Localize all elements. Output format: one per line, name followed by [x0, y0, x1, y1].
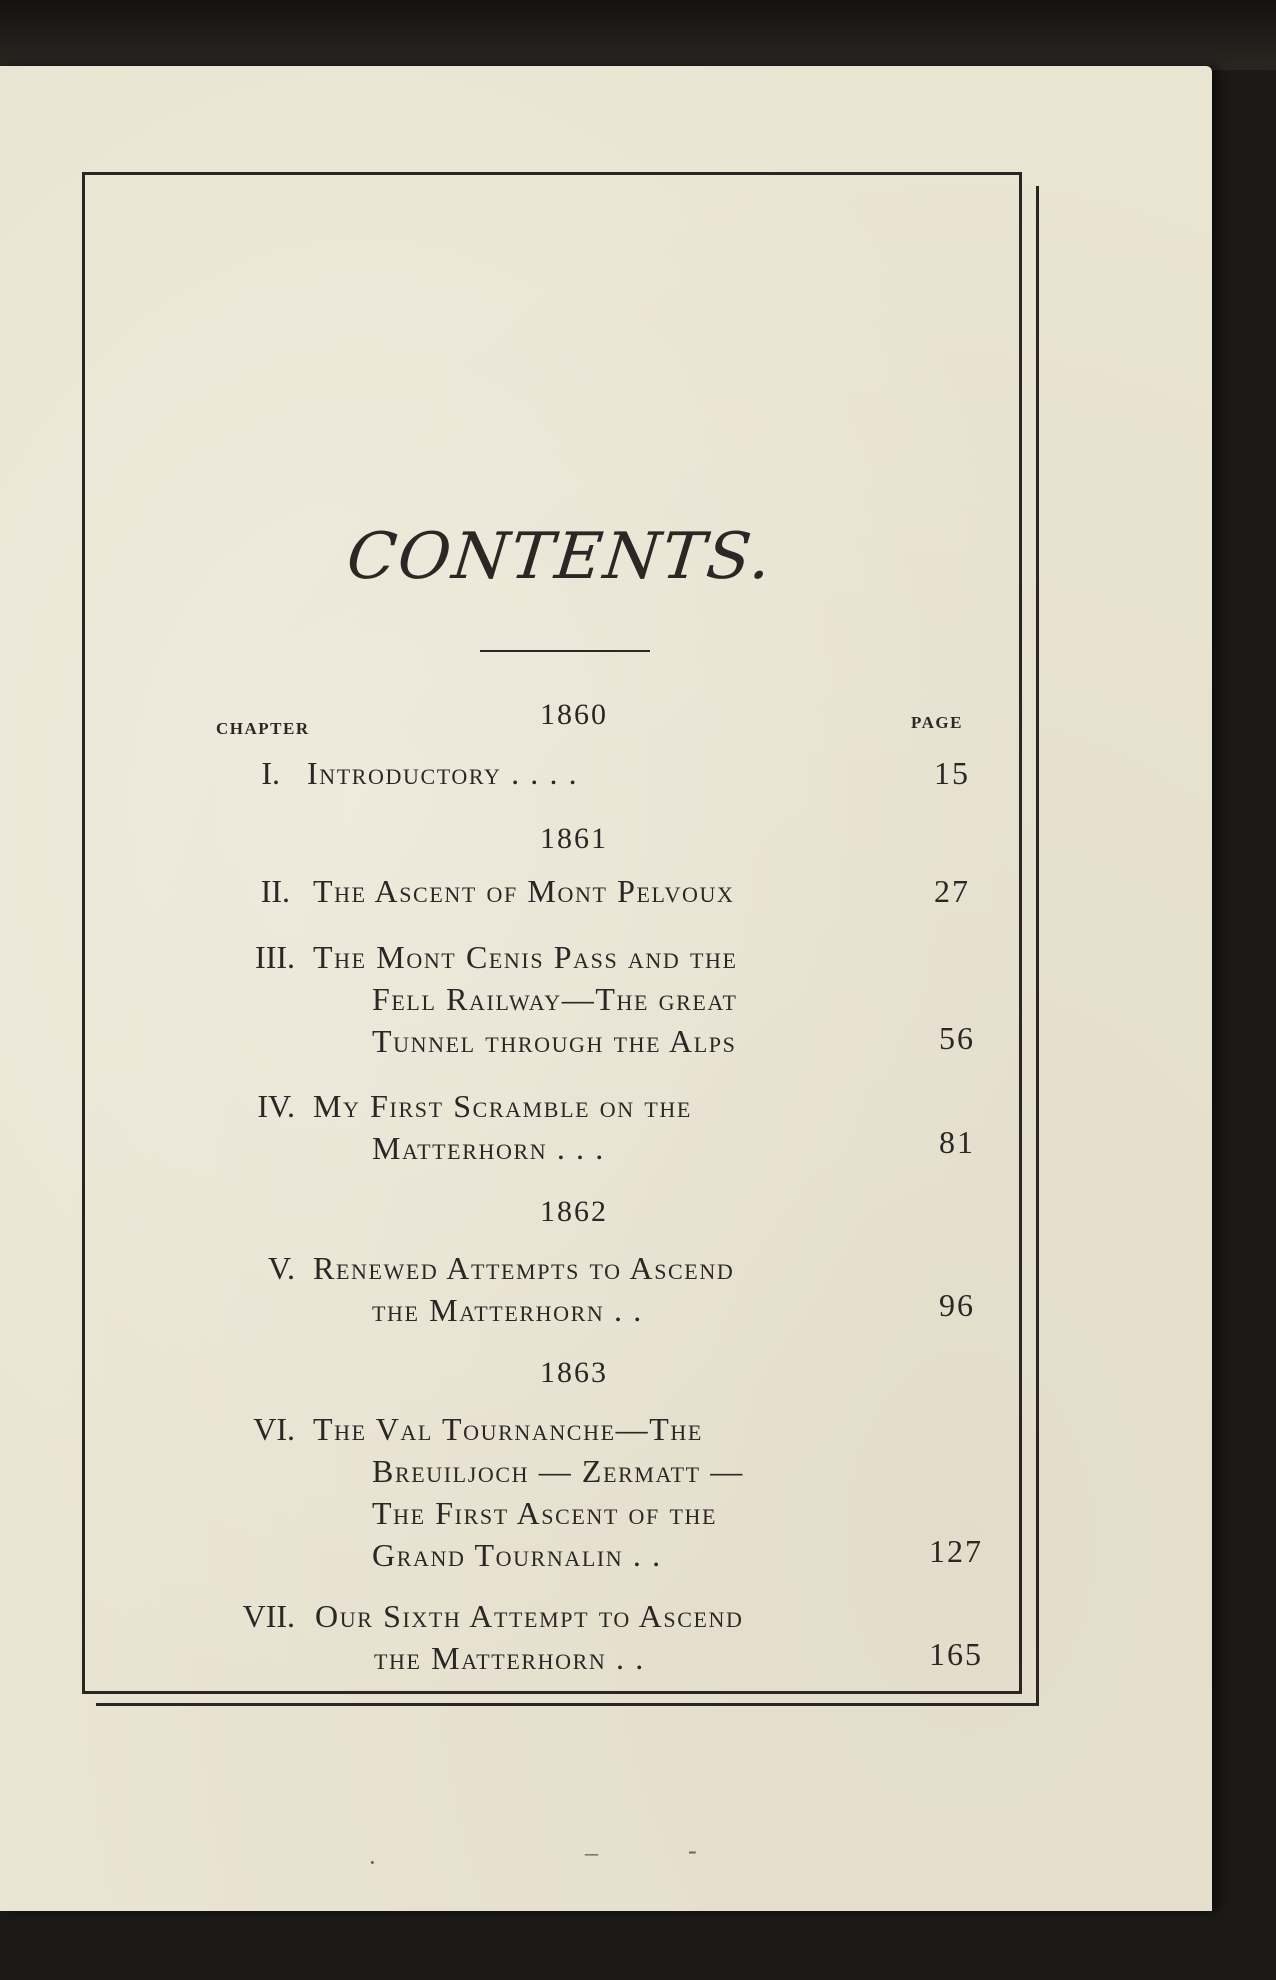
chapter-column-label: CHAPTER: [216, 719, 310, 738]
chapter-title-line: The Ascent of Mont Pelvoux: [313, 873, 735, 909]
chapter-page-number: 96: [939, 1287, 975, 1323]
chapter-title-line: The Mont Cenis Pass and the: [313, 939, 738, 975]
year-heading-1863: 1863: [540, 1356, 608, 1389]
chapter-title-line: The Val Tournanche—The: [313, 1411, 703, 1447]
year-heading-1860: 1860: [540, 698, 608, 731]
page-column-label: PAGE: [911, 713, 963, 732]
chapter-numeral: III.: [255, 939, 295, 975]
chapter-page-number: 81: [939, 1124, 975, 1160]
chapter-numeral: V.: [268, 1250, 295, 1286]
chapter-title-line: Tunnel through the Alps: [372, 1023, 737, 1059]
chapter-page-number: 15: [934, 755, 970, 791]
title-rule: [480, 650, 650, 652]
chapter-title-line: Fell Railway—The great: [372, 981, 738, 1017]
contents-title: CONTENTS.: [343, 520, 777, 594]
chapter-page-number: 127: [929, 1533, 983, 1569]
chapter-title-line: the Matterhorn . .: [374, 1640, 645, 1676]
paper-speck: ·: [368, 1848, 377, 1877]
chapter-page-number: 56: [939, 1020, 975, 1056]
chapter-page-number: 27: [934, 873, 970, 909]
year-heading-1861: 1861: [540, 822, 608, 855]
chapter-title-line: Renewed Attempts to Ascend: [313, 1250, 735, 1286]
paper-speck: –: [585, 1838, 598, 1867]
chapter-title-line: My First Scramble on the: [313, 1088, 692, 1124]
chapter-numeral: VII.: [242, 1598, 295, 1634]
chapter-title-line: Introductory . . . .: [307, 755, 579, 791]
chapter-title-line: Our Sixth Attempt to Ascend: [315, 1598, 744, 1634]
scan-background-edge: [0, 0, 1276, 70]
year-heading-1862: 1862: [540, 1195, 608, 1228]
paper-speck: -: [688, 1836, 697, 1865]
chapter-title-line: Breuiljoch — Zermatt —: [372, 1453, 744, 1489]
chapter-title-line: Grand Tournalin . .: [372, 1537, 662, 1573]
chapter-title-line: The First Ascent of the: [372, 1495, 718, 1531]
chapter-numeral: II.: [260, 873, 290, 909]
chapter-numeral: IV.: [257, 1088, 295, 1124]
chapter-numeral: VI.: [253, 1411, 295, 1447]
chapter-title-line: Matterhorn . . .: [372, 1130, 605, 1166]
chapter-title-line: the Matterhorn . .: [372, 1292, 643, 1328]
chapter-page-number: 165: [929, 1636, 983, 1672]
chapter-numeral: I.: [261, 755, 280, 791]
